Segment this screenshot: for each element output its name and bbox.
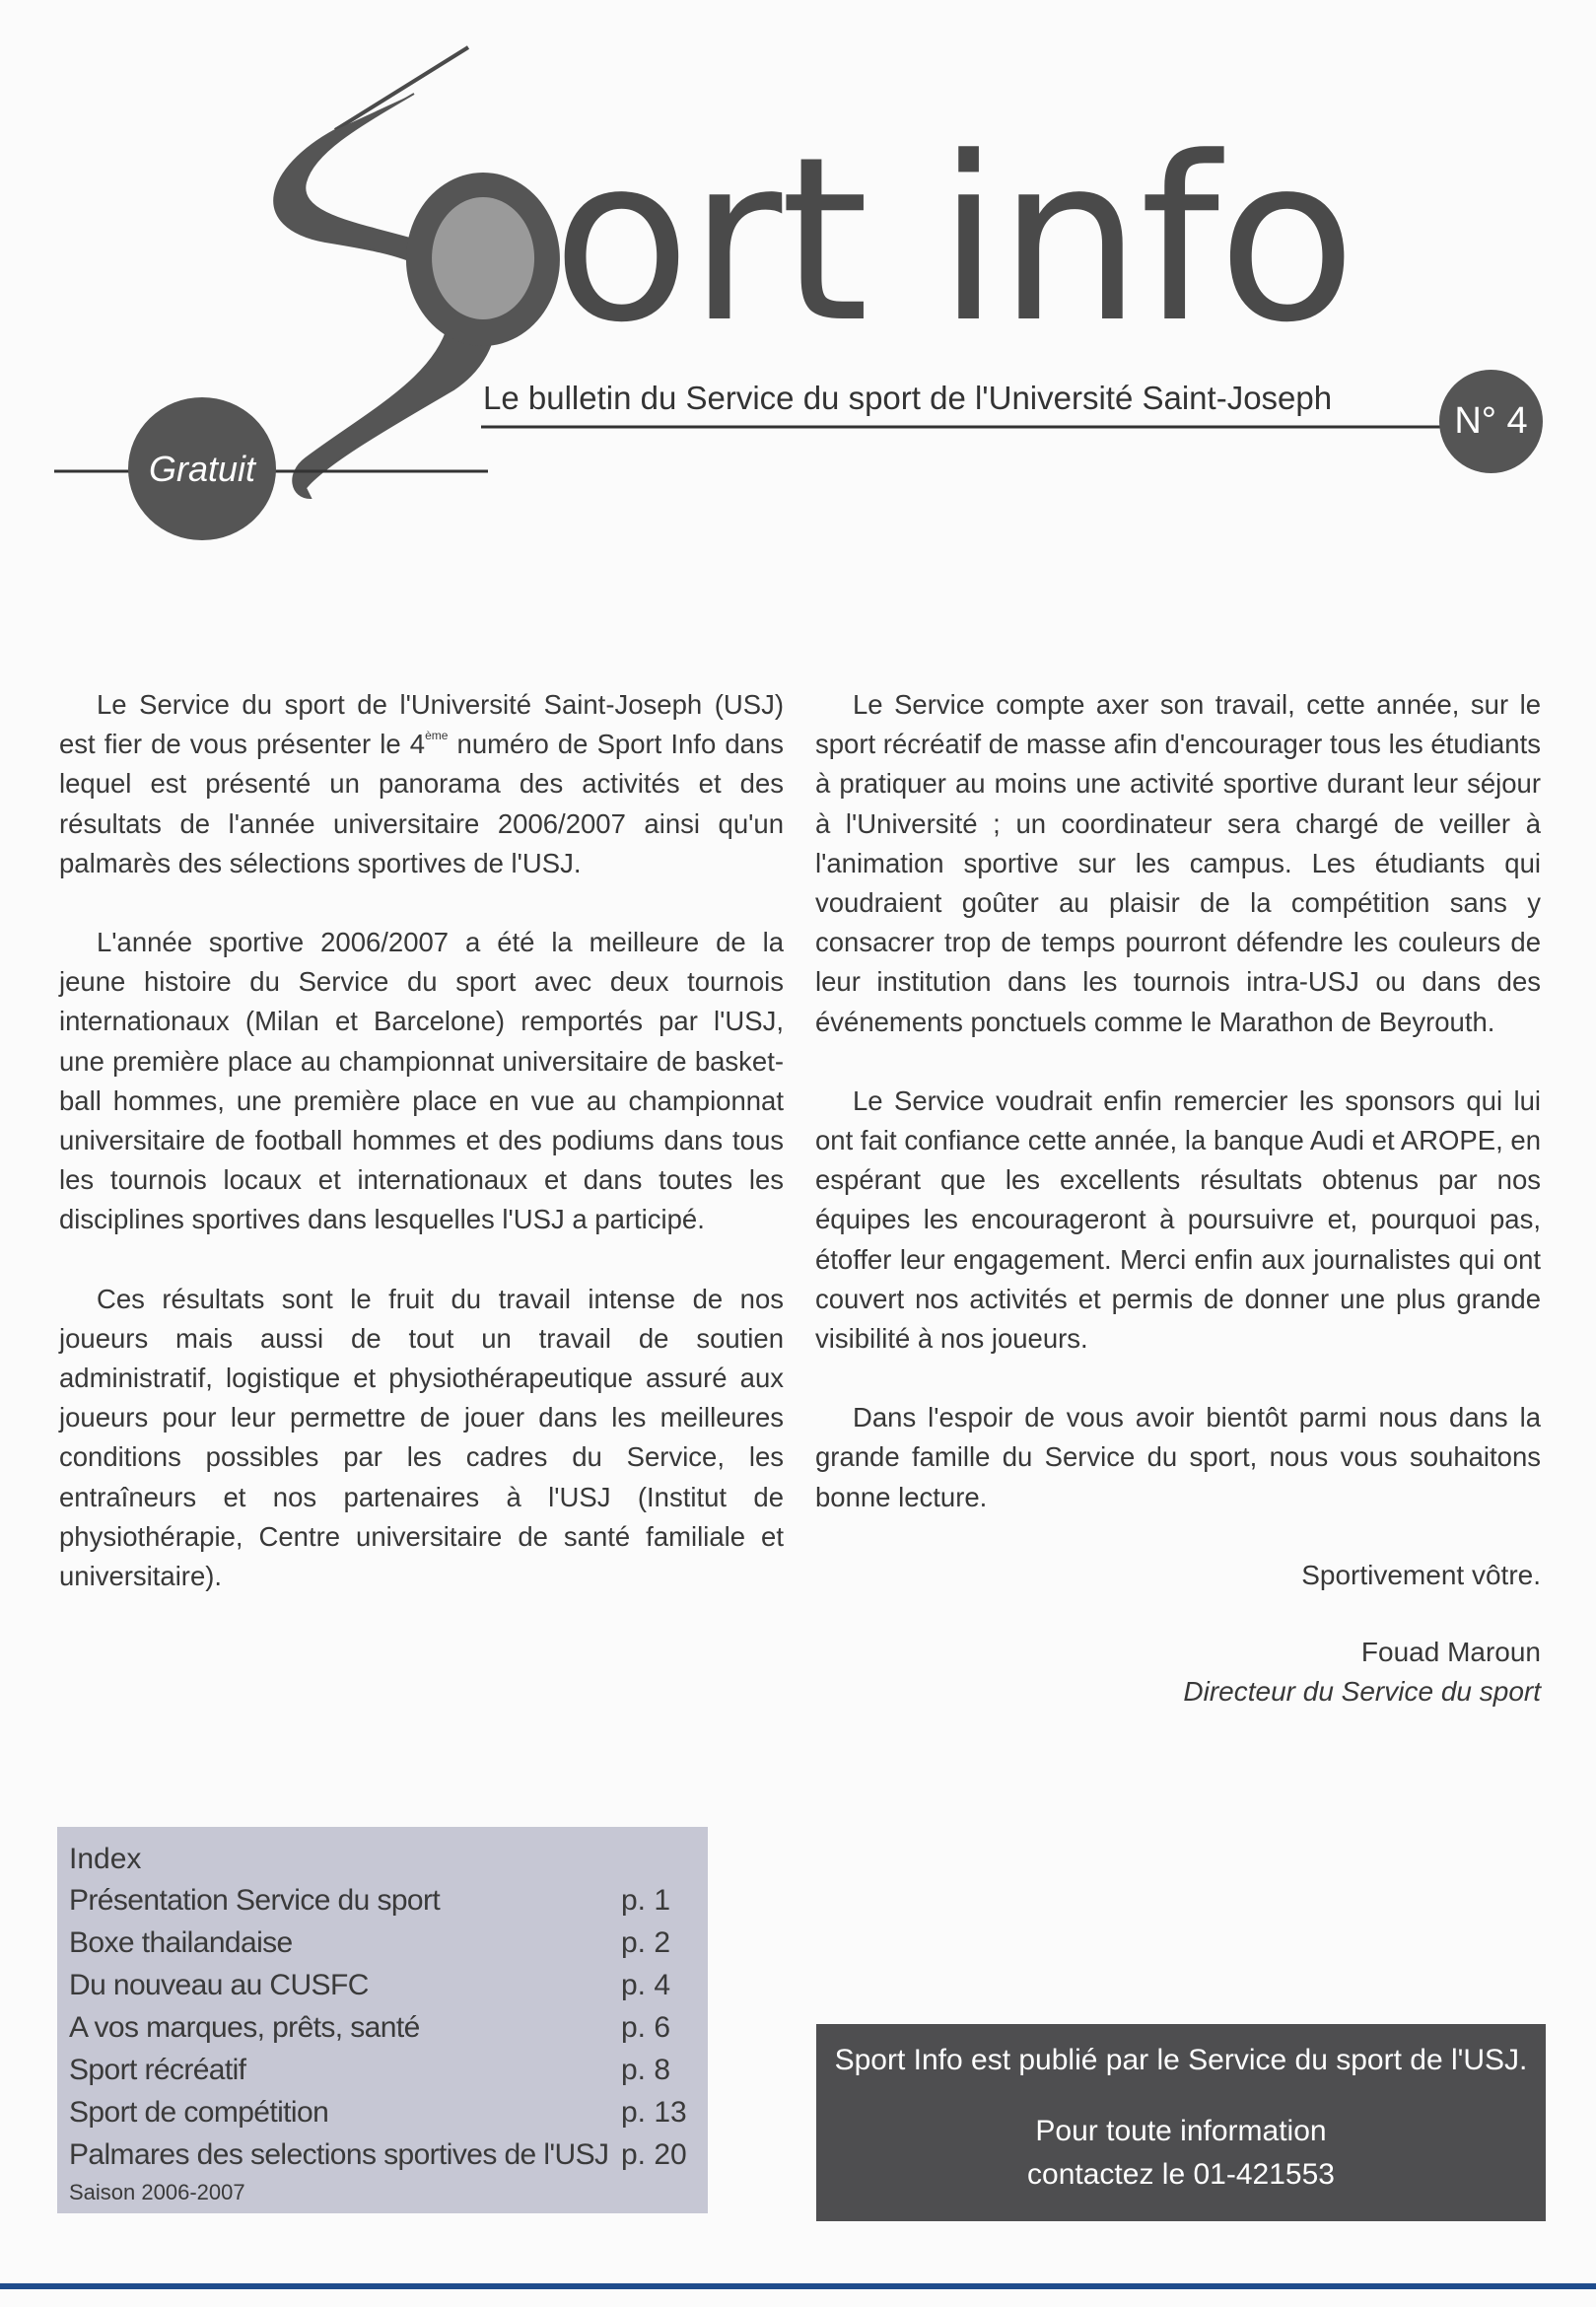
index-subtitle: Saison 2006-2007 — [69, 2180, 245, 2204]
intro-paragraph-1-end: numéro de Sport Info dans lequel est présenté un panorama des activités et des résultats de l'année universitaire 2006/2007 ainsi qu'un palmarès des sélections sportives de l'USJ. — [59, 729, 785, 878]
publisher-line: Sport Info est publié par le Service du sport de l'USJ. — [834, 2044, 1528, 2076]
intro-column-left — [59, 685, 784, 1636]
intro-paragraph-1-start: Le Service du sport de l'Université Saint-Joseph (USJ) est fier de vous présenter le 4 — [59, 689, 784, 760]
index-row[interactable] — [69, 1926, 685, 1966]
free-badge: Gratuit — [128, 397, 276, 540]
closing-line: Sportivement vôtre. — [1301, 1560, 1541, 1590]
index-row[interactable] — [69, 2054, 685, 2093]
ordinal-superscript: ème — [425, 729, 449, 743]
issue-number-badge: N° 4 — [1439, 370, 1543, 473]
index-row[interactable] — [69, 2096, 685, 2135]
index-entry-page: p. 1 — [621, 1884, 671, 1917]
index-entry-page: p. 4 — [621, 1969, 671, 2001]
contact-phone: contactez le 01-421553 — [1027, 2158, 1335, 2191]
index-entry-page: p. 2 — [621, 1926, 671, 1959]
index-box — [57, 1827, 708, 2213]
index-row[interactable] — [69, 1969, 685, 2008]
index-row[interactable] — [69, 1884, 685, 1923]
intro-paragraph-3: Ces résultats sont le fruit du travail intense de nos joueurs mais aussi de tout un travail de soutien administratif, logistique et physiothérapeutique assuré aux joueurs pour leur permettre de jouer dans les meilleures conditions possibles par les cadres du Service, les entraîneurs et nos partenaires à l'USJ (Institut de physiothérapie, Centre universitaire de santé familiale et universitaire). — [59, 1283, 784, 1592]
intro-paragraph-5: Le Service voudrait enfin remercier les sponsors qui lui ont fait confiance cette année, la banque Audi et AROPE, en espérant que les excellents résultats obtenus par nos équipes les encourageront à poursuivre et, pourquoi pas, étoffer leur engagement. Merci enfin aux journalistes qui ont couvert nos activités et permis de donner une plus grande visibilité à nos joueurs. — [815, 1084, 1541, 1355]
index-entry-label: Sport récréatif — [69, 2054, 246, 2086]
index-entry-label: Boxe thailandaise — [69, 1926, 293, 1959]
masthead-title: ort info — [552, 109, 1354, 373]
intro-column-right — [815, 685, 1541, 1557]
index-entry-page: p. 20 — [621, 2138, 687, 2171]
index-title: Index — [69, 1843, 142, 1875]
index-entry-page: p. 8 — [621, 2054, 671, 2086]
signature-role: Directeur du Service du sport — [1183, 1676, 1541, 1707]
index-entry-label: Palmares des selections sportives de l'USJ — [69, 2138, 609, 2171]
intro-paragraph-1 — [59, 685, 784, 883]
index-entry-label: A vos marques, prêts, santé — [69, 2011, 420, 2044]
index-row[interactable] — [69, 2138, 685, 2178]
index-entry-page: p. 6 — [621, 2011, 671, 2044]
index-entry-label: Présentation Service du sport — [69, 1884, 441, 1917]
index-entry-label: Sport de compétition — [69, 2096, 329, 2129]
contact-line: Pour toute information — [1035, 2115, 1327, 2147]
index-row[interactable] — [69, 2011, 685, 2051]
signature-name: Fouad Maroun — [1360, 1637, 1541, 1667]
logo-swoosh-line — [335, 47, 468, 130]
publisher-box — [816, 2024, 1546, 2221]
intro-paragraph-6: Dans l'espoir de vous avoir bientôt parmi nous dans la grande famille du Service du sport, nous vous souhaitons bonne lecture. — [815, 1402, 1541, 1512]
intro-paragraph-2: L'année sportive 2006/2007 a été la meilleure de la jeune histoire du Service du sport avec deux tournois internationaux (Milan et Barcelone) remportés par l'USJ, une première place au championnat universitaire de basket-ball hommes, une première place en vue au championnat universitaire de football hommes et des podiums dans tous les tournois locaux et internationaux et dans toutes les disciplines sportives dans lesquelles l'USJ a participé. — [59, 927, 784, 1235]
index-entry-page: p. 13 — [621, 2096, 687, 2129]
bottom-edge-rule — [0, 2283, 1596, 2289]
masthead-tagline: Le bulletin du Service du sport de l'Université Saint-Joseph — [483, 380, 1333, 416]
index-entry-label: Du nouveau au CUSFC — [69, 1969, 369, 2001]
intro-paragraph-4: Le Service compte axer son travail, cette année, sur le sport récréatif de masse afin d'encourager tous les étudiants à pratiquer au moins une activité sportive durant leur séjour à l'Université ; un coordinateur sera chargé de veiller à l'animation sportive sur les campus. Les étudiants qui voudraient goûter au plaisir de la compétition sans y consacrer trop de temps pourront défendre les couleurs de leur institution dans les tournois intra-USJ ou dans des événements ponctuels comme le Marathon de Beyrouth. — [815, 689, 1541, 1037]
